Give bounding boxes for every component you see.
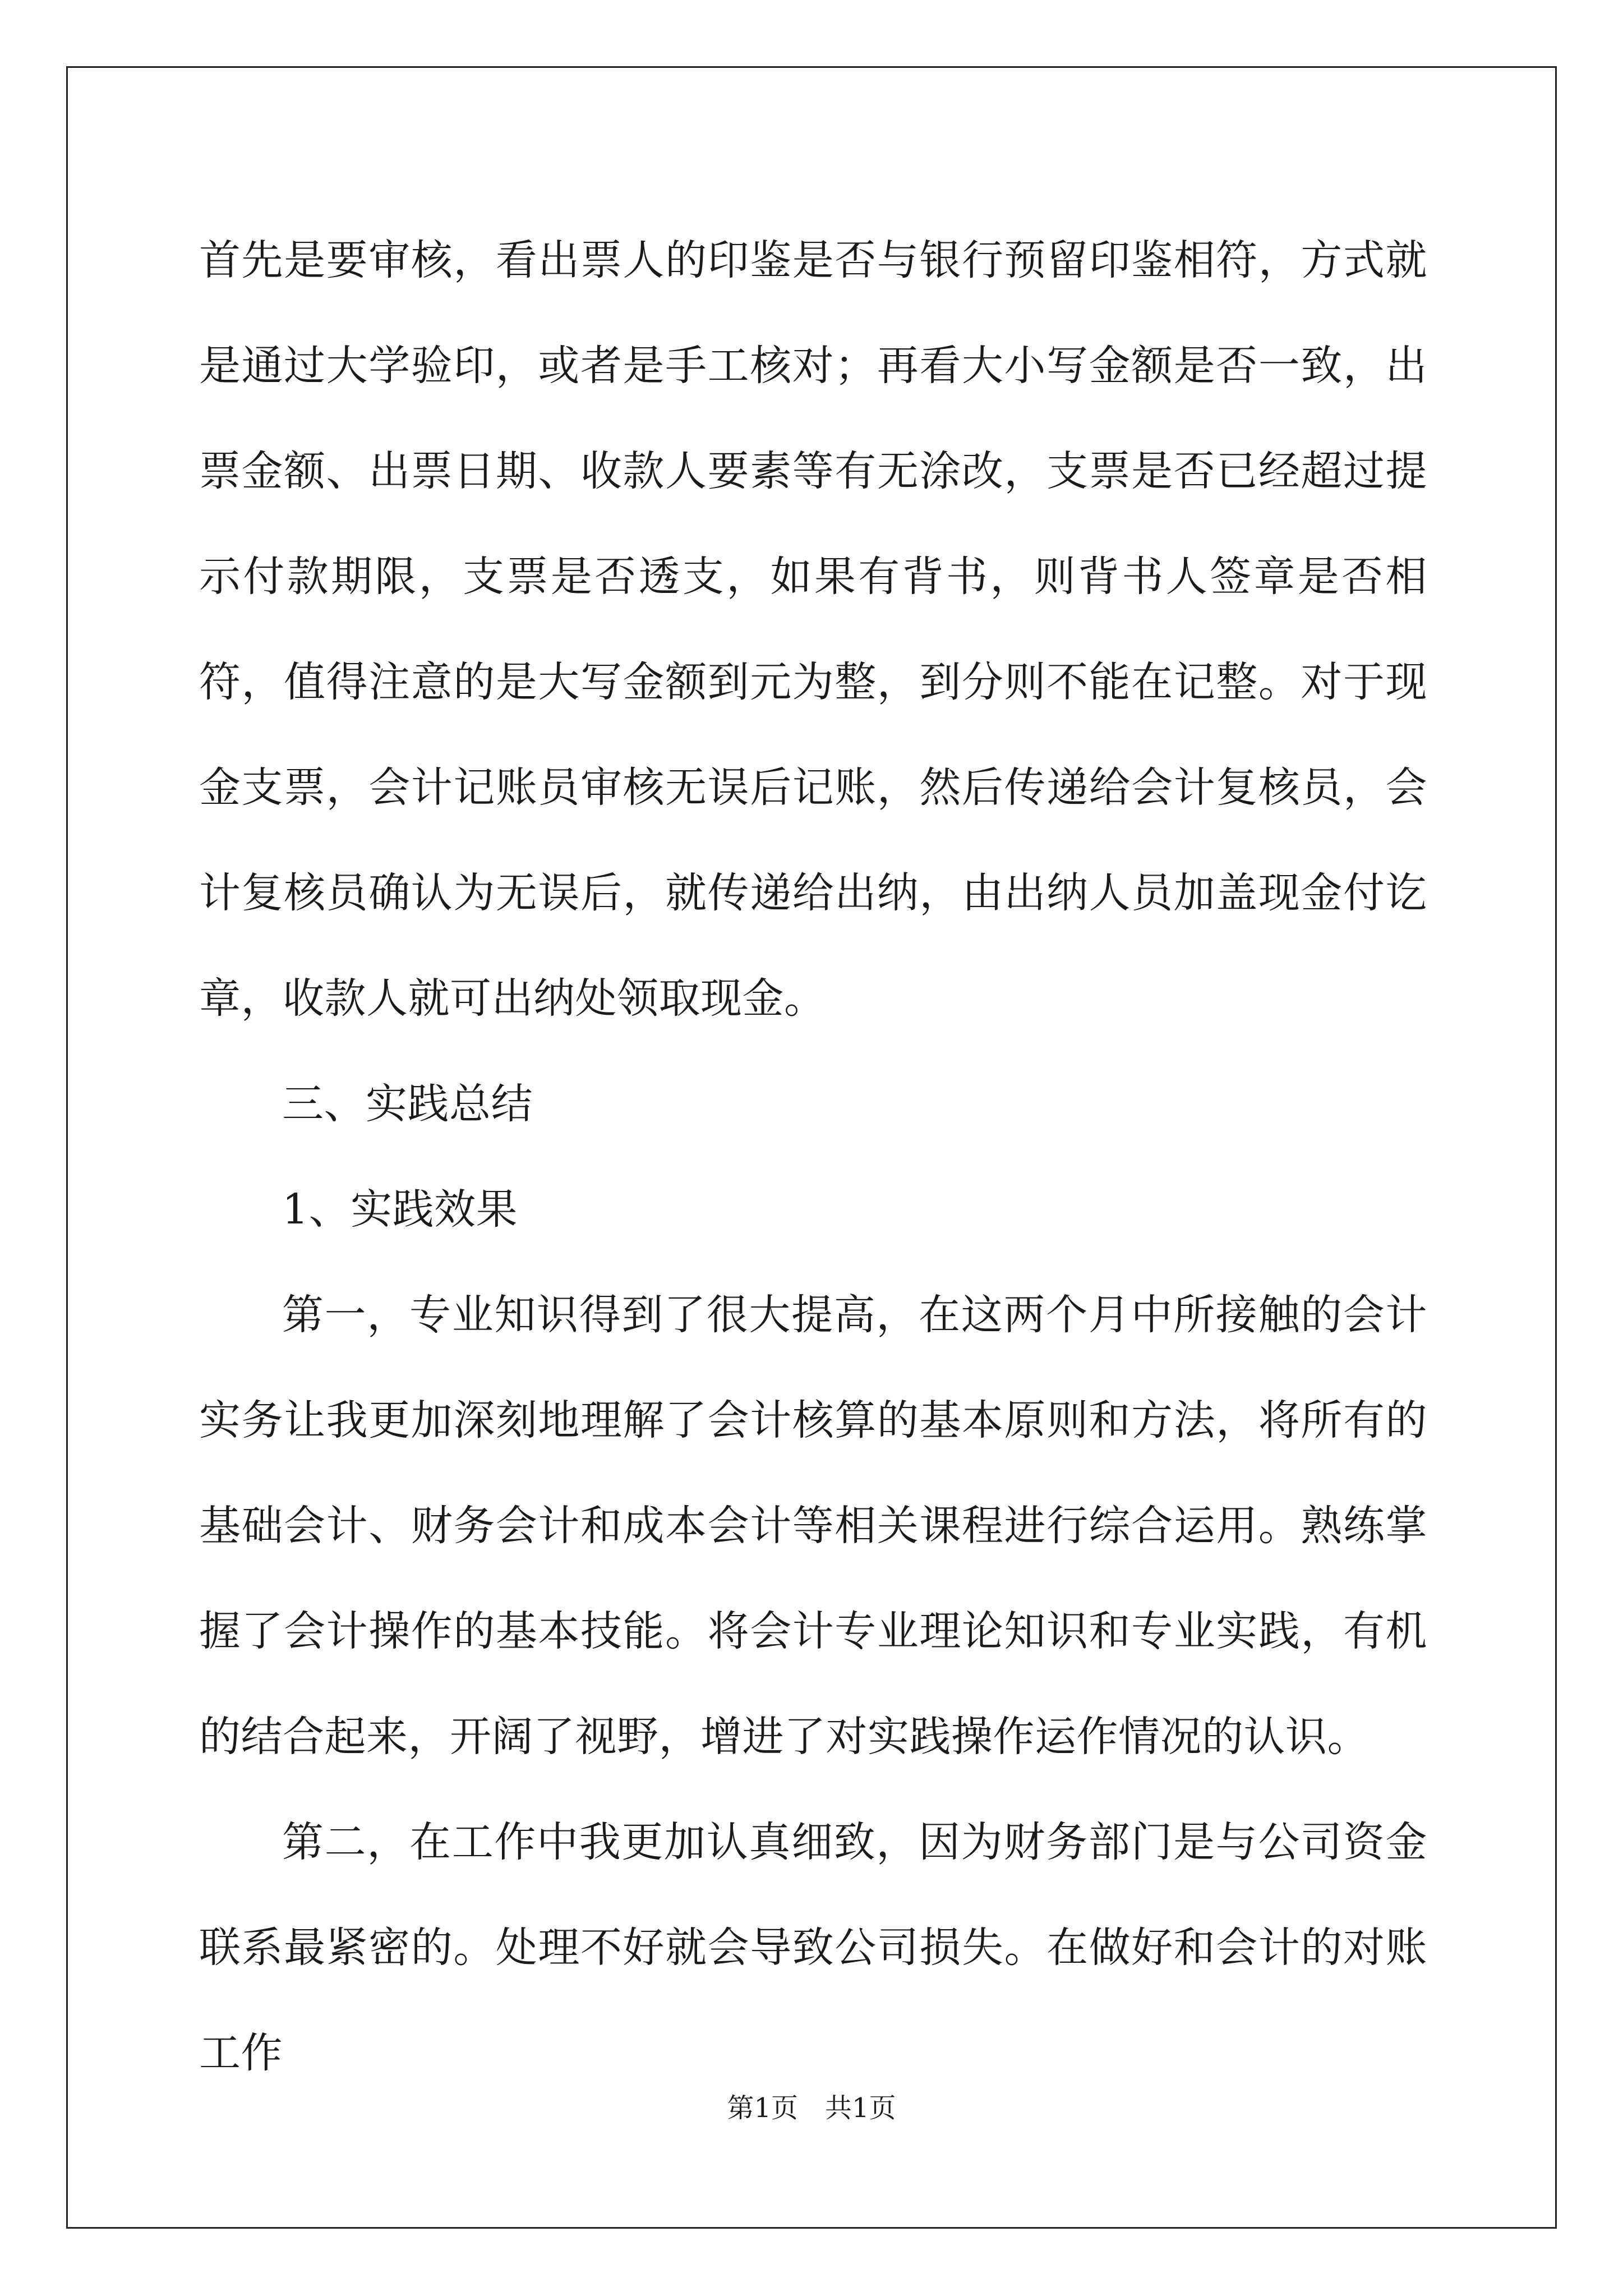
paragraph-first-point: 第一，专业知识得到了很大提高，在这两个月中所接触的会计实务让我更加深刻地理解了会计核算的基本原则和方法，将所有的基础会计、财务会计和成本会计等相关课程进行综合运用。熟练掌握了会计操作的基本技能。将会计专业理论知识和专业实践，有机的结合起来，开阔了视野，增进了对实践操作运作情况的认识。 [199,1291,1427,1761]
page-total: 共1页 [825,2092,896,2124]
subsection-heading-practice-effect: 1、实践效果 [282,1185,518,1234]
page-number: 第1页 [727,2092,798,2124]
section-heading-practice-summary: 三、实践总结 [282,1080,533,1128]
document-body [199,208,1427,2106]
paragraph-second-point: 第二，在工作中我更加认真细致，因为财务部门是与公司资金联系最紧密的。处理不好就会导致公司损失。在做好和会计的对账工作 [199,1818,1427,2077]
paragraph-review-procedure: 首先是要审核，看出票人的印鉴是否与银行预留印鉴相符，方式就是通过大学验印，或者是手工核对；再看大小写金额是否一致，出票金额、出票日期、收款人要素等有无涂改，支票是否已经超过提示付款期限，支票是否透支，如果有背书，则背书人签章是否相符，值得注意的是大写金额到元为整，到分则不能在记整。对于现金支票，会计记账员审核无误后记账，然后传递给会计复核员，会计复核员确认为无误后，就传递给出纳，由出纳人员加盖现金付讫章，收款人就可出纳处领取现金。 [199,236,1427,1023]
page-footer [0,2091,1623,2125]
